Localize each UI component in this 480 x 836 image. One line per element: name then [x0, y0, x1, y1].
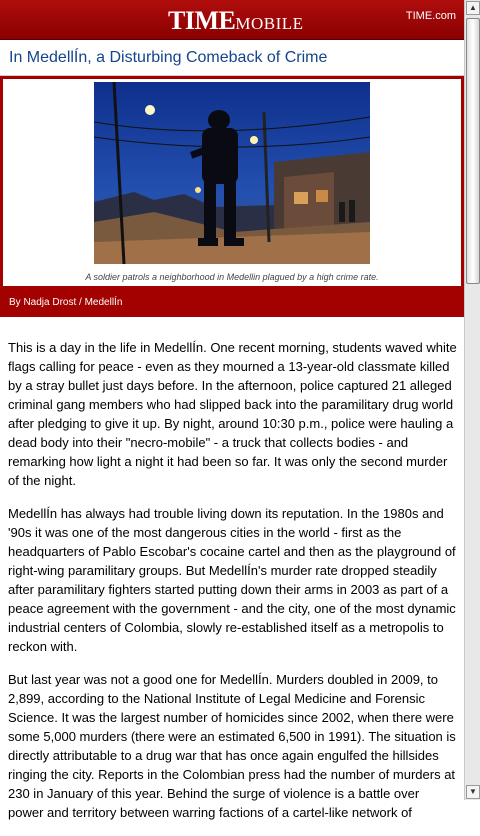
time-com-link[interactable]: TIME.com — [405, 10, 456, 22]
photo-block — [0, 76, 464, 289]
article-title: In MedellÍn, a Disturbing Comeback of Crime — [9, 49, 328, 66]
scroll-thumb[interactable] — [466, 18, 480, 284]
scroll-down-arrow-icon[interactable]: ▼ — [466, 785, 480, 799]
vertical-scrollbar[interactable] — [464, 0, 480, 800]
headline-bar — [0, 40, 464, 76]
scroll-up-arrow-icon[interactable]: ▲ — [466, 1, 480, 15]
article-body — [8, 338, 458, 836]
article-paragraph: MedellÍn has always had trouble living down its reputation. In the 1980s and '90s it was one of the most dangerous cities in the world - first as the headquarters of Pablo Escobar's cocaine cartel and then as the playground of right-wing paramilitary groups. But MedellÍn's murder rate dropped steadily after paramilitary fighters started putting down their arms in 2003 as part of a peace agreement with the government - and the city, one of the most dynamic industrial centers of Colombia, slowly re-established itself as a metropolis to reckon with. — [8, 506, 456, 654]
article-paragraph: But last year was not a good one for MedellÍn. Murders doubled in 2009, to 2,899, according to the National Institute of Legal Medicine and Forensic Science. It was the largest number of homicides since 2002, when there were some 5,000 murders (there were an estimated 6,500 in 1991). The situation is directly attributable to a drug war that has once again engulfed the hillsides ringing the city. Reports in the Colombian press had the number of murders at 230 in January of this year. Behind the surge of violence is a battle over power and territory between warring factions of a cartel-like network of — [8, 672, 456, 820]
photo-caption: A soldier patrols a neighborhood in Medellin plagued by a high crime rate. — [85, 272, 379, 282]
time-mobile-logo[interactable] — [168, 6, 304, 36]
article-photo — [94, 82, 370, 264]
byline-bar: By Nadja Drost / MedellÍn — [0, 289, 464, 317]
article-paragraph: This is a day in the life in MedellÍn. One recent morning, students waved white flags calling for peace - even as they mourned a 13-year-old classmate killed by a stray bullet just days before. In the afternoon, police captured 21 alleged criminal gang members who had slipped back into the paramilitary drug world after pledging to give it up. By night, around 10:30 p.m., police were hauling a dead body into their "necro-mobile" - a truck that collects bodies - and remarking how light a night it had been so far. It was only the second murder of the night. — [8, 340, 457, 488]
logo-time-text: TIME — [168, 6, 236, 35]
top-bar — [0, 0, 464, 40]
logo-mobile-text: MOBILE — [235, 14, 304, 33]
